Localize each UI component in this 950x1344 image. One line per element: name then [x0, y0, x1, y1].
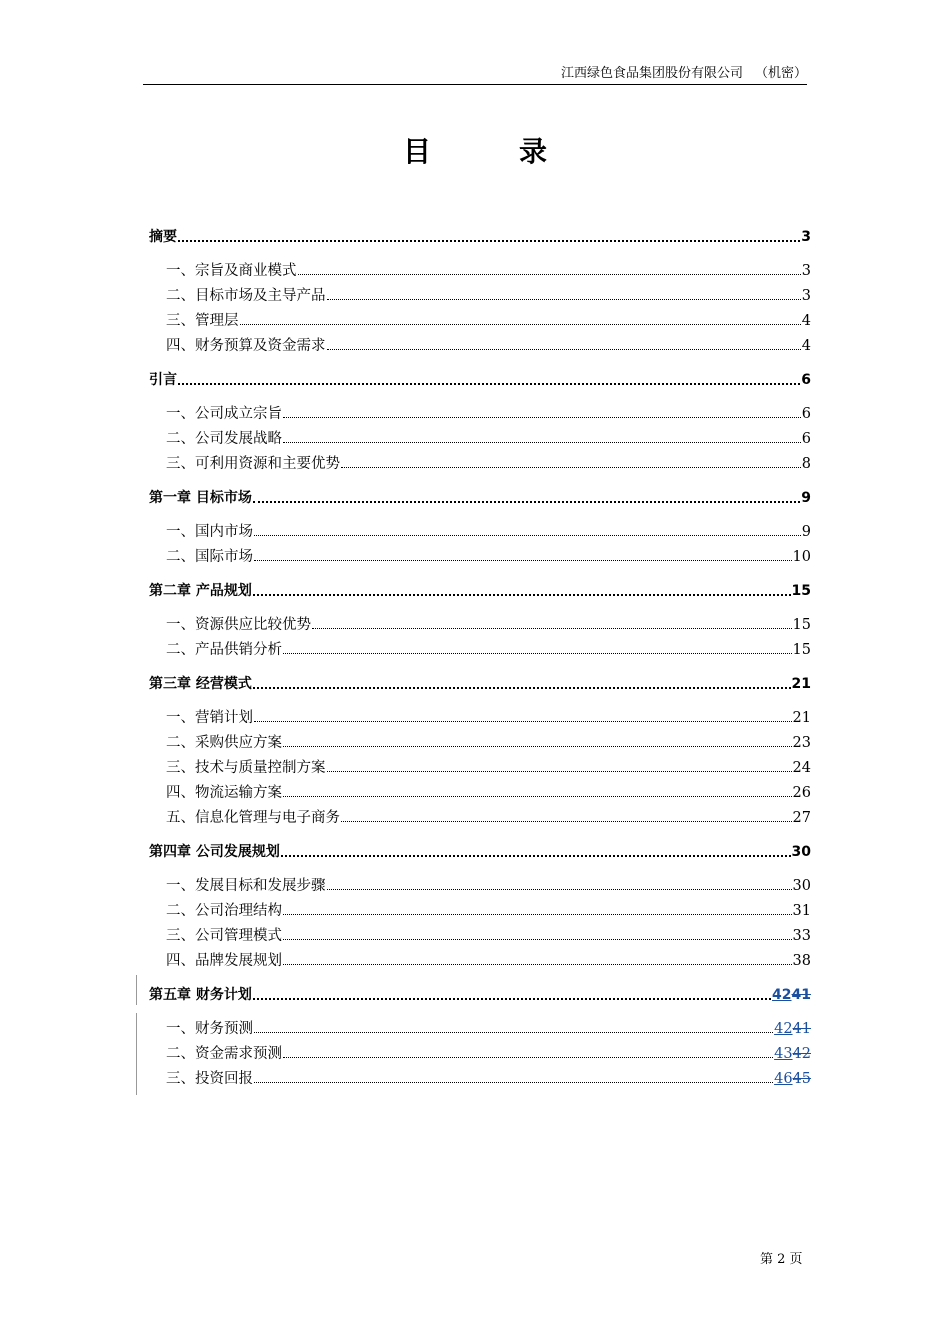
toc-section-entry[interactable] [166, 758, 811, 778]
toc-dot-leader [254, 708, 792, 722]
toc-section-entry[interactable] [166, 261, 811, 281]
toc-dot-leader [254, 522, 801, 536]
deleted-page-number: 41 [792, 1021, 811, 1037]
toc-dot-leader [253, 488, 800, 503]
inserted-page-number: 42 [772, 987, 792, 1003]
header-company: 江西绿色食品集团股份有限公司 [560, 66, 743, 81]
toc-page-number: 21 [792, 710, 811, 726]
toc-entry-label: 三、投资回报 [166, 1071, 253, 1087]
toc-page-number: 30 [791, 844, 811, 860]
toc-chapter-entry[interactable] [149, 842, 811, 862]
toc-title [0, 130, 950, 170]
toc-chapter-entry[interactable] [149, 488, 811, 508]
toc-entry-label: 五、信息化管理与电子商务 [166, 810, 340, 826]
toc-entry-label: 四、品牌发展规划 [166, 953, 282, 969]
toc-page-number: 4 [801, 313, 811, 329]
toc-entry-label: 一、财务预测 [166, 1021, 253, 1037]
toc-entry-label: 一、公司成立宗旨 [166, 406, 282, 422]
toc-page-number: 3 [801, 288, 811, 304]
toc-page-number: 6 [801, 406, 811, 422]
toc-dot-leader [341, 454, 801, 468]
toc-page-number: 15 [792, 642, 811, 658]
toc-entry-label: 二、产品供销分析 [166, 642, 282, 658]
toc-dot-leader [283, 901, 792, 915]
toc-section-entry[interactable] [166, 876, 811, 896]
toc-section-entry[interactable] [166, 1069, 811, 1089]
toc-page-number: 31 [792, 903, 811, 919]
toc-dot-leader [283, 429, 801, 443]
toc-dot-leader [283, 926, 792, 940]
toc-entry-label: 二、国际市场 [166, 549, 253, 565]
toc-dot-leader [281, 842, 791, 857]
toc-section-entry[interactable] [166, 808, 811, 828]
toc-page-number: 30 [792, 878, 811, 894]
inserted-page-number: 43 [774, 1046, 793, 1062]
toc-entry-label: 第三章 经营模式 [149, 676, 252, 692]
toc-page-number [772, 985, 811, 1005]
toc-page-number: 4 [801, 338, 811, 354]
toc-chapter-entry[interactable] [149, 227, 811, 247]
toc-page-number: 8 [801, 456, 811, 472]
toc-dot-leader [283, 404, 801, 418]
toc-entry-label: 三、管理层 [166, 313, 239, 329]
header-classification: （机密） [754, 66, 807, 81]
toc-page-number: 26 [792, 785, 811, 801]
toc-entry-label: 一、资源供应比较优势 [166, 617, 311, 633]
inserted-page-number: 46 [774, 1071, 793, 1087]
toc-title-char-2: 录 [519, 135, 548, 168]
toc-entry-label: 第二章 产品规划 [149, 583, 252, 599]
toc-section-entry[interactable] [166, 336, 811, 356]
toc-page-number: 6 [801, 431, 811, 447]
toc-chapter-entry[interactable] [149, 674, 811, 694]
toc-entry-label: 一、发展目标和发展步骤 [166, 878, 326, 894]
page-number-footer: 第 2 页 [760, 1252, 803, 1267]
toc-page-number: 38 [792, 953, 811, 969]
toc-page-number [774, 1044, 811, 1064]
toc-dot-leader [178, 227, 800, 242]
toc-page-number [774, 1019, 811, 1039]
toc-page-number: 24 [792, 760, 811, 776]
toc-dot-leader [240, 311, 801, 325]
toc-dot-leader [312, 615, 792, 629]
toc-entry-label: 三、可利用资源和主要优势 [166, 456, 340, 472]
deleted-page-number: 45 [792, 1071, 811, 1087]
toc-section-entry[interactable] [166, 1044, 811, 1064]
inserted-page-number: 42 [774, 1021, 793, 1037]
deleted-page-number: 41 [791, 987, 811, 1003]
toc-dot-leader [283, 951, 792, 965]
toc-entry-label: 四、物流运输方案 [166, 785, 282, 801]
toc-entry-label: 二、采购供应方案 [166, 735, 282, 751]
toc-chapter-entry[interactable] [149, 985, 811, 1005]
toc-section-entry[interactable] [166, 901, 811, 921]
toc-entry-label: 第四章 公司发展规划 [149, 844, 280, 860]
toc-section-entry[interactable] [166, 615, 811, 635]
toc-dot-leader [253, 674, 791, 689]
deleted-page-number: 42 [792, 1046, 811, 1062]
toc-page-number: 10 [792, 549, 811, 565]
toc-page-number: 3 [801, 263, 811, 279]
toc-dot-leader [254, 1069, 773, 1083]
toc-entry-label: 三、公司管理模式 [166, 928, 282, 944]
toc-section-entry[interactable] [166, 454, 811, 474]
toc-entry-label: 二、公司治理结构 [166, 903, 282, 919]
revision-change-bar [136, 975, 137, 1005]
toc-entry-label: 第一章 目标市场 [149, 490, 252, 506]
toc-entry-label: 一、国内市场 [166, 524, 253, 540]
toc-entry-label: 四、财务预算及资金需求 [166, 338, 326, 354]
toc-entry-label: 二、资金需求预测 [166, 1046, 282, 1062]
toc-section-entry[interactable] [166, 547, 811, 567]
toc-section-entry[interactable] [166, 311, 811, 331]
toc-title-char-1: 目 [402, 135, 431, 168]
toc-dot-leader [254, 1019, 773, 1033]
toc-page-number [774, 1069, 811, 1089]
toc-page-number: 15 [792, 617, 811, 633]
toc-page-number: 9 [801, 524, 811, 540]
toc-entry-label: 引言 [149, 372, 177, 388]
toc-dot-leader [283, 1044, 773, 1058]
toc-entry-label: 摘要 [149, 229, 177, 245]
toc-page-number: 21 [791, 676, 811, 692]
revision-change-bar [136, 1013, 137, 1095]
page-header [143, 64, 807, 85]
toc-page-number: 33 [792, 928, 811, 944]
toc-dot-leader [341, 808, 792, 822]
toc-section-entry[interactable] [166, 640, 811, 660]
toc-chapter-entry[interactable] [149, 581, 811, 601]
toc-page-number: 3 [801, 229, 811, 245]
toc-dot-leader [254, 547, 792, 561]
toc-dot-leader [253, 985, 771, 1000]
toc-entry-label: 三、技术与质量控制方案 [166, 760, 326, 776]
toc-section-entry[interactable] [166, 286, 811, 306]
toc-section-entry[interactable] [166, 404, 811, 424]
toc-entry-label: 二、公司发展战略 [166, 431, 282, 447]
toc-dot-leader [327, 758, 792, 772]
toc-section-entry[interactable] [166, 429, 811, 449]
toc-dot-leader [178, 370, 800, 385]
toc-entry-label: 二、目标市场及主导产品 [166, 288, 326, 304]
toc-entry-label: 一、宗旨及商业模式 [166, 263, 297, 279]
toc-section-entry[interactable] [166, 1019, 811, 1039]
toc-page-number: 27 [792, 810, 811, 826]
toc-dot-leader [253, 581, 791, 596]
toc-section-entry[interactable] [166, 926, 811, 946]
toc-dot-leader [327, 336, 801, 350]
toc-dot-leader [283, 783, 792, 797]
toc-page-number: 23 [792, 735, 811, 751]
toc-section-entry[interactable] [166, 708, 811, 728]
toc-section-entry[interactable] [166, 522, 811, 542]
toc-entry-label: 第五章 财务计划 [149, 987, 252, 1003]
toc-page-number: 15 [791, 583, 811, 599]
toc-dot-leader [327, 876, 792, 890]
toc-dot-leader [327, 286, 801, 300]
toc-section-entry[interactable] [166, 733, 811, 753]
toc-page-number: 9 [801, 490, 811, 506]
toc-section-entry[interactable] [166, 951, 811, 971]
toc-dot-leader [283, 640, 792, 654]
toc-entry-label: 一、营销计划 [166, 710, 253, 726]
toc-page-number: 6 [801, 372, 811, 388]
toc-chapter-entry[interactable] [149, 370, 811, 390]
toc-dot-leader [298, 261, 801, 275]
toc-section-entry[interactable] [166, 783, 811, 803]
toc-dot-leader [283, 733, 792, 747]
